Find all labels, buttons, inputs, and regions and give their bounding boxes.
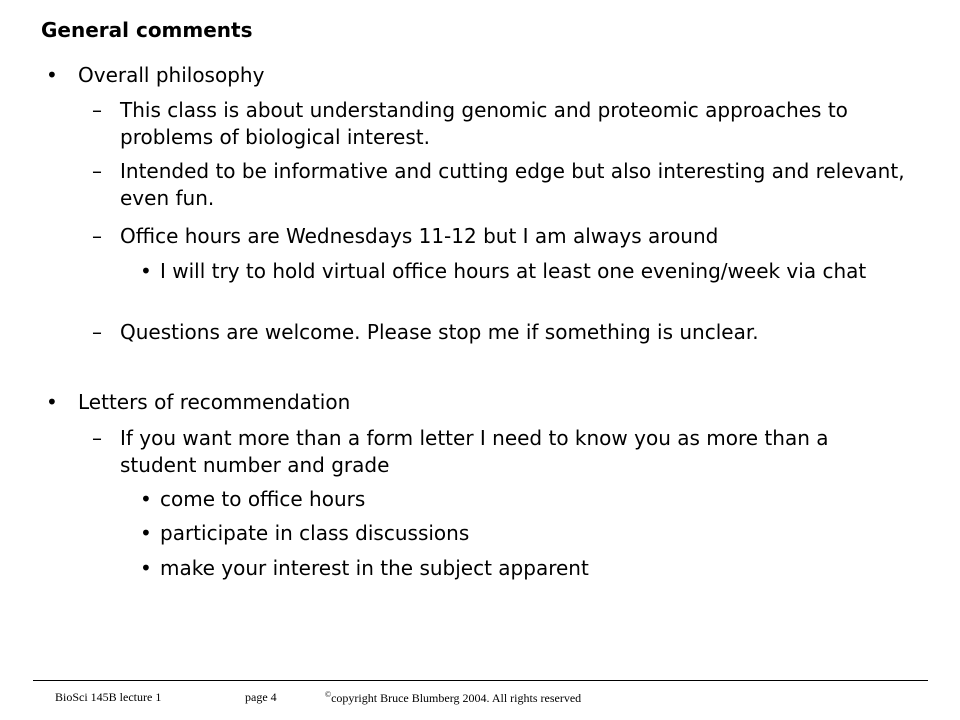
bullet-marker: • bbox=[46, 63, 58, 87]
sub-sub-bullet-virtual-hours bbox=[140, 258, 900, 285]
bullet-text: This class is about understanding genomic and proteomic approaches to problems of biological interest. bbox=[120, 98, 848, 149]
sub-bullet-intended bbox=[92, 158, 910, 212]
dash-marker: – bbox=[92, 320, 102, 344]
bullet-text: If you want more than a form letter I need to know you as more than a student number and grade bbox=[120, 426, 829, 477]
bullet-text: I will try to hold virtual office hours at least one evening/week via chat bbox=[160, 259, 867, 283]
bullet-marker: • bbox=[140, 556, 152, 580]
bullet-text: participate in class discussions bbox=[160, 521, 470, 545]
sub-sub-bullet-interest bbox=[140, 555, 900, 582]
copyright-text: copyright Bruce Blumberg 2004. All rights reserved bbox=[331, 691, 582, 705]
sub-sub-bullet-participate bbox=[140, 520, 900, 547]
bullet-text: Questions are welcome. Please stop me if something is unclear. bbox=[120, 320, 759, 344]
bullet-letters bbox=[46, 389, 938, 416]
bullet-marker: • bbox=[140, 259, 152, 283]
footer-copyright bbox=[325, 690, 581, 706]
bullet-overall-philosophy bbox=[46, 62, 938, 89]
footer-course: BioSci 145B lecture 1 bbox=[55, 690, 162, 704]
dash-marker: – bbox=[92, 224, 102, 248]
sub-bullet-form-letter bbox=[92, 425, 910, 479]
bullet-marker: • bbox=[140, 521, 152, 545]
bullet-marker: • bbox=[140, 487, 152, 511]
footer-page-number: page 4 bbox=[245, 690, 277, 704]
bullet-text: Intended to be informative and cutting edge but also interesting and relevant, even fun. bbox=[120, 159, 905, 210]
bullet-text: make your interest in the subject apparent bbox=[160, 556, 589, 580]
bullet-text: come to office hours bbox=[160, 487, 366, 511]
sub-bullet-questions bbox=[92, 319, 910, 346]
bullet-text: Office hours are Wednesdays 11-12 but I am always around bbox=[120, 224, 719, 248]
dash-marker: – bbox=[92, 159, 102, 183]
footer-divider bbox=[33, 680, 928, 681]
bullet-text: Overall philosophy bbox=[78, 63, 265, 87]
sub-sub-bullet-office-hours bbox=[140, 486, 900, 513]
dash-marker: – bbox=[92, 98, 102, 122]
dash-marker: – bbox=[92, 426, 102, 450]
sub-bullet-office-hours bbox=[92, 223, 910, 250]
slide-title: General comments bbox=[41, 18, 253, 42]
sub-bullet-class-about bbox=[92, 97, 910, 151]
copyright-symbol: © bbox=[325, 690, 332, 699]
bullet-marker: • bbox=[46, 390, 58, 414]
bullet-text: Letters of recommendation bbox=[78, 390, 351, 414]
